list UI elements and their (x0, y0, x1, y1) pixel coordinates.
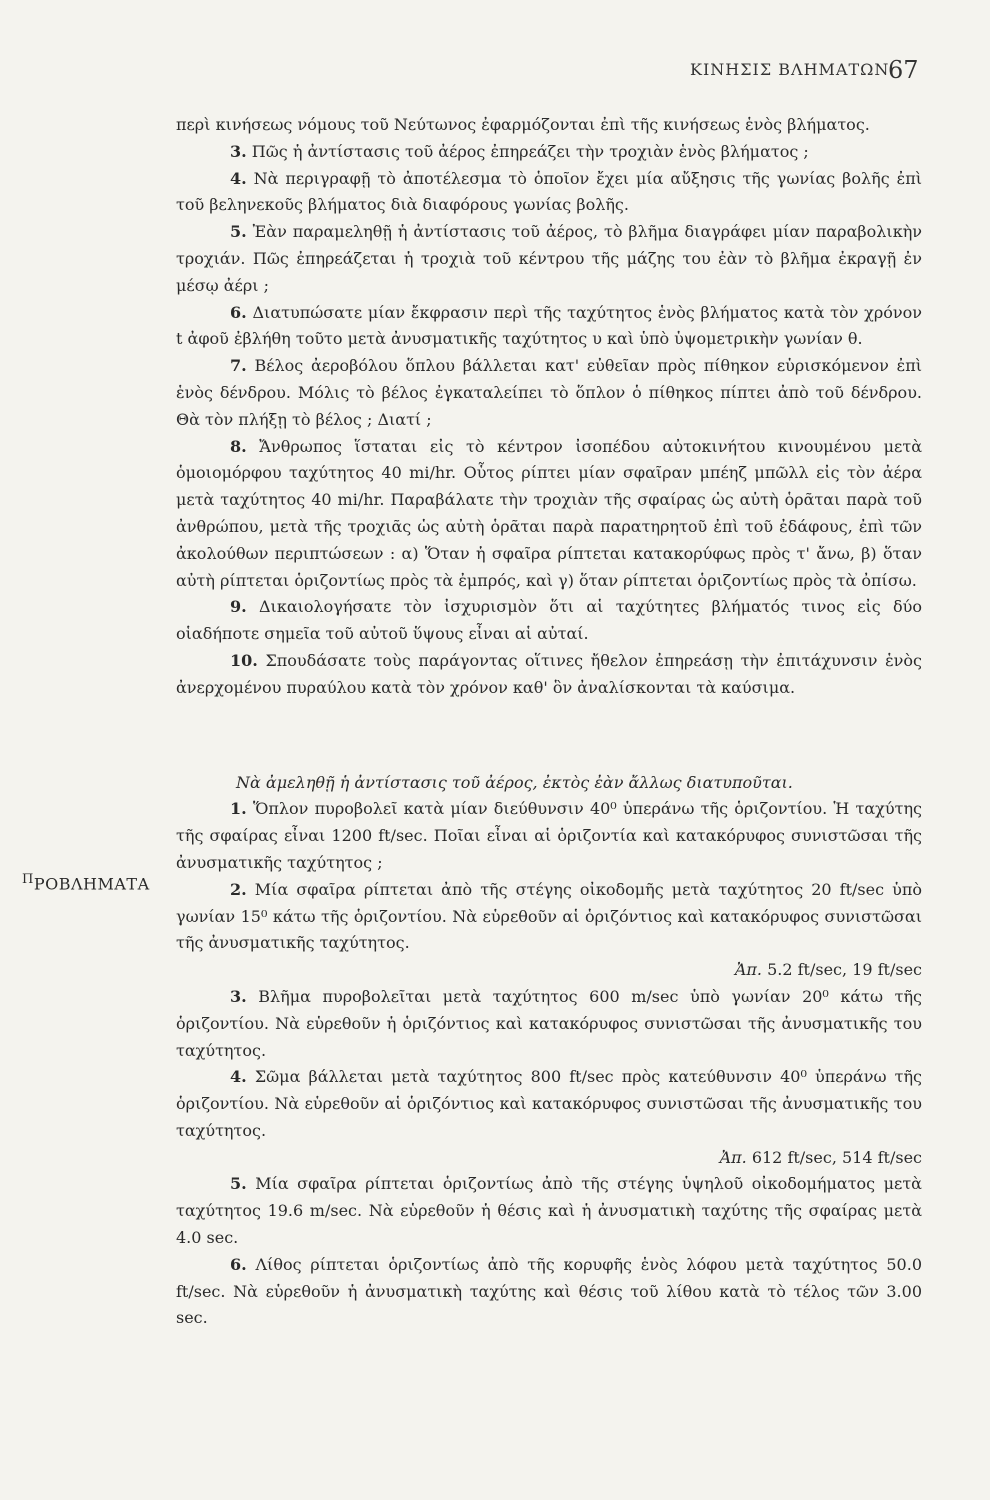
section-spacer (176, 702, 922, 770)
question-text: Δικαιολογήσατε τὸν ἰσχυρισμὸν ὅτι αἱ ταχύτητες βλήματός τινος εἰς δύο οἱαδήποτε σημεῖα τοῦ αὐτοῦ ὕψους εἶναι αἱ αὐταί. (176, 597, 922, 644)
problem-number: 4. (230, 1067, 247, 1087)
problem-item (176, 1252, 922, 1332)
problems-instruction: Νὰ ἀμεληθῇ ἡ ἀντίστασις τοῦ ἀέρος, ἐκτὸς ἐὰν ἄλλως διατυποῦται. (236, 772, 793, 792)
problem-text: Μία σφαῖρα ρίπτεται ἀπὸ τῆς στέγης οἰκοδομῆς μετὰ ταχύτητος 20 ft/sec ὑπὸ γωνίαν 15⁰ κάτω τῆς ὁριζοντίου. Νὰ εὑρεθοῦν αἱ ὁριζόντιος καὶ κατακόρυφος συνιστῶσαι τῆς ἀνυσματικῆς ταχύτητος. (176, 879, 923, 953)
question-number: 7. (230, 356, 247, 376)
question-text: Διατυπώσατε μίαν ἔκφρασιν περὶ τῆς ταχύτητος ἑνὸς βλήματος κατὰ τὸν χρόνον t ἀφοῦ ἐβλήθη τοῦτο μετὰ ἀνυσματικῆς ταχύτητος υ καὶ ὑπὸ ὑψομετρικὴν γωνίαν θ. (176, 302, 922, 349)
question-number: 3. (230, 141, 247, 161)
page-body (176, 112, 922, 1332)
problem-text: Ὅπλον πυροβολεῖ κατὰ μίαν διεύθυνσιν 40⁰ ὑπεράνω τῆς ὁριζοντίου. Ἡ ταχύτης τῆς σφαίρας εἶναι 1200 ft/sec. Ποῖαι εἶναι αἱ ὁριζοντία καὶ κατακόρυφος συνιστῶσαι τῆς ἀνυσματικῆς ταχύτητος ; (176, 799, 922, 872)
problem-text: Σῶμα βάλλεται μετὰ ταχύτητος 800 ft/sec πρὸς κατεύθυνσιν 40⁰ ὑπεράνω τῆς ὁριζοντίου. Νὰ εὑρεθοῦν αἱ ὁριζόντιος καὶ κατακόρυφος συνιστῶσαι τῆς ἀνυσματικῆς του ταχύτητος. (176, 1067, 922, 1140)
problem-number: 5. (230, 1174, 247, 1194)
page-number: 67 (888, 56, 919, 84)
problem-number: 1. (230, 799, 247, 819)
question-number: 10. (230, 650, 258, 670)
running-title: ΚΙΝΗΣΙΣ ΒΛΗΜΑΤΩΝ (690, 60, 890, 79)
answer-value: 5.2 ft/sec, 19 ft/sec (767, 960, 922, 980)
problem-answer (176, 957, 922, 984)
question-item (176, 648, 922, 702)
problem-item (176, 984, 922, 1064)
problem-item (176, 1064, 922, 1144)
question-number: 5. (230, 222, 247, 242)
answer-prefix: Ἀπ. (719, 1147, 747, 1167)
answer-prefix: Ἀπ. (734, 960, 762, 980)
question-item (176, 166, 922, 220)
problem-text: Λίθος ρίπτεται ὁριζοντίως ἀπὸ τῆς κορυφῆς ἑνὸς λόφου μετὰ ταχύτητος 50.0 ft/sec. Νὰ εὑρεθοῦν ἡ ἀνυσματικὴ ταχύτης καὶ θέσις τοῦ λίθου κατὰ τὸ τέλος τῶν 3.00 sec. (176, 1254, 922, 1328)
question-text: Ἐὰν παραμεληθῇ ἡ ἀντίστασις τοῦ ἀέρος, τὸ βλῆμα διαγράφει μίαν παραβολικὴν τροχιάν. Πῶς ἐπηρεάζεται ἡ τροχιὰ τοῦ κέντρου τῆς μάζης του ἐὰν τὸ βλῆμα ἐκραγῇ ἐν μέσῳ ἀέρι ; (176, 222, 923, 295)
question-number: 9. (230, 597, 247, 617)
question-item (176, 300, 922, 354)
question-item (176, 434, 922, 595)
problem-item (176, 877, 922, 957)
question-item (176, 139, 922, 166)
question-item (176, 594, 922, 648)
questions-intro: περὶ κινήσεως νόμους τοῦ Νεύτωνος ἐφαρμόζονται ἐπὶ τῆς κινήσεως ἑνὸς βλήματος. (176, 115, 870, 134)
problem-text: Μία σφαῖρα ρίπτεται ὁριζοντίως ἀπὸ τῆς στέγης ὑψηλοῦ οἰκοδομήματος μετὰ ταχύτητος 19.6 m/sec. Νὰ εὑρεθοῦν ἡ θέσις καὶ ἡ ἀνυσματικὴ ταχύτης τῆς σφαίρας μετὰ 4.0 sec. (176, 1174, 922, 1248)
problems-margin-label (22, 872, 150, 893)
question-number: 8. (230, 436, 247, 456)
question-text: Σπουδάσατε τοὺς παράγοντας οἵτινες ἤθελον ἐπηρεάσῃ τὴν ἐπιτάχυνσιν ἑνὸς ἀνερχομένου πυραύλου κατὰ τὸν χρόνον καθ' ὃν ἀναλίσκονται τὰ καύσιμα. (176, 650, 922, 697)
questions-list (176, 139, 922, 702)
problems-list (176, 796, 922, 1332)
margin-label-first-letter: Π (22, 872, 34, 887)
problem-number: 6. (230, 1254, 247, 1274)
question-item (176, 219, 922, 299)
problem-text: Βλῆμα πυροβολεῖται μετὰ ταχύτητος 600 m/sec ὑπὸ γωνίαν 20⁰ κάτω τῆς ὁριζοντίου. Νὰ εὑρεθοῦν ἡ ὁριζόντιος καὶ κατακόρυφος συνιστῶσαι τῆς ἀνυσματικῆς του ταχύτητος. (176, 986, 923, 1060)
margin-label-rest: ΡΟΒΛΗΜΑΤΑ (33, 874, 150, 894)
question-number: 4. (230, 168, 247, 188)
question-text: Βέλος ἀεροβόλου ὅπλου βάλλεται κατ' εὐθεῖαν πρὸς πίθηκον εὑρισκόμενον ἐπὶ ἑνὸς δένδρου. Μόλις τὸ βέλος ἐγκαταλείπει τὸ ὅπλον ὁ πίθηκος πίπτει ἀπὸ τοῦ δένδρου. Θὰ τὸν πλήξῃ τὸ βέλος ; Διατί ; (176, 356, 922, 429)
question-text: Ἄνθρωπος ἵσταται εἰς τὸ κέντρον ἰσοπέδου αὐτοκινήτου κινουμένου μετὰ ὁμοιομόρφου ταχύτητος 40 mi/hr. Οὗτος ρίπτει μίαν σφαῖραν μπέηζ μπῶλλ εἰς τὸν ἀέρα μετὰ ταχύτητος 40 mi/hr. Παραβάλατε τὴν τροχιὰν τῆς σφαίρας ὡς αὐτὴ ὁρᾶται παρὰ τοῦ ἀνθρώπου, μετὰ τῆς τροχιᾶς ὡς αὐτὴ ὁρᾶται παρὰ παρατηρητοῦ ἐπὶ τοῦ ἐδάφους, ἐπὶ τῶν ἀκολούθων περιπτώσεων : α) Ὅταν ἡ σφαῖρα ρίπτεται κατακορύφως πρὸς τ' ἄνω, β) ὅταν αὐτὴ ρίπτεται ὁριζοντίως πρὸς τὰ ἐμπρός, καὶ γ) ὅταν ρίπτεται ὁριζοντίως πρὸς τὰ ὀπίσω. (176, 436, 922, 590)
question-number: 6. (230, 302, 247, 322)
question-text: Νὰ περιγραφῇ τὸ ἀποτέλεσμα τὸ ὁποῖον ἔχει μία αὔξησις τῆς γωνίας βολῆς ἐπὶ τοῦ βεληνεκοῦς βλήματος διὰ διαφόρους γωνίας βολῆς. (176, 168, 922, 215)
answer-value: 612 ft/sec, 514 ft/sec (751, 1147, 922, 1167)
problem-number: 3. (230, 986, 247, 1006)
question-text: Πῶς ἡ ἀντίστασις τοῦ ἀέρος ἐπηρεάζει τὴν τροχιὰν ἑνὸς βλήματος ; (251, 141, 809, 161)
problem-answer (176, 1145, 922, 1172)
question-item (176, 353, 922, 433)
page-header (0, 58, 990, 88)
problem-item (176, 796, 922, 876)
problem-item (176, 1171, 922, 1251)
problem-number: 2. (230, 879, 247, 899)
